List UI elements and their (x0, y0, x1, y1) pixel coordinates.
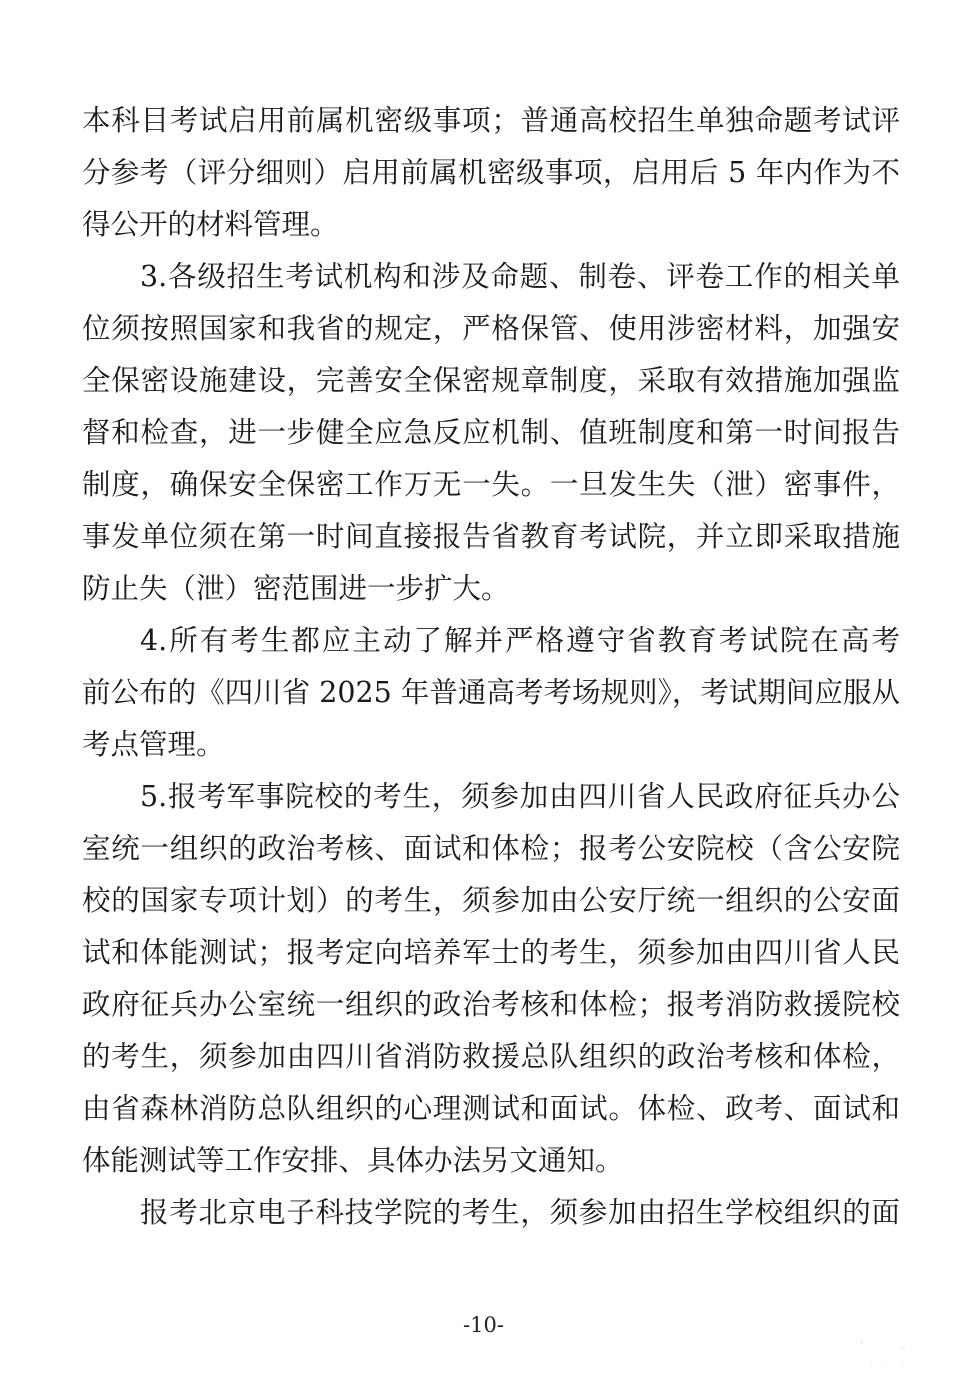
text-line: 位须按照国家和我省的规定，严格保管、使用涉密材料，加强安 (82, 312, 900, 345)
text-line: 政府征兵办公室统一组织的政治考核和体检；报考消防救援院校 (82, 988, 900, 1021)
watermark-logo (803, 1331, 953, 1375)
text-line: 分参考（评分细则）启用前属机密级事项，启用后 5 年内作为不 (82, 156, 900, 189)
text-line: 5.报考军事院校的考生，须参加由四川省人民政府征兵办公 (140, 780, 900, 813)
text-line: 室统一组织的政治考核、面试和体检；报考公安院校（含公安院 (82, 832, 900, 865)
text-line: 由省森林消防总队组织的心理测试和面试。体检、政考、面试和 (82, 1092, 900, 1125)
text-line: 事发单位须在第一时间直接报告省教育考试院，并立即采取措施 (82, 520, 900, 553)
text-line: 校的国家专项计划）的考生，须参加由公安厅统一组织的公安面 (82, 884, 900, 917)
text-line: 本科目考试启用前属机密级事项；普通高校招生单独命题考试评 (82, 104, 900, 137)
text-line: 试和体能测试；报考定向培养军士的考生，须参加由四川省人民 (82, 936, 900, 969)
svg-text:西秦会馆: 西秦会馆 (818, 1337, 938, 1372)
text-line: 前公布的《四川省 2025 年普通高考考场规则》，考试期间应服从 (82, 676, 900, 709)
text-line: 3.各级招生考试机构和涉及命题、制卷、评卷工作的相关单 (140, 260, 900, 293)
text-line: 得公开的材料管理。 (82, 208, 339, 241)
text-line: 报考北京电子科技学院的考生，须参加由招生学校组织的面 (140, 1196, 900, 1229)
text-line: 督和检查，进一步健全应急反应机制、值班制度和第一时间报告 (82, 416, 900, 449)
text-line: 的考生，须参加由四川省消防救援总队组织的政治考核和体检， (82, 1040, 900, 1073)
text-line: 制度，确保安全保密工作万无一失。一旦发生失（泄）密事件， (82, 468, 900, 501)
text-line: 4.所有考生都应主动了解并严格遵守省教育考试院在高考 (140, 624, 900, 657)
text-line: 防止失（泄）密范围进一步扩大。 (82, 572, 510, 605)
text-line: 体能测试等工作安排、具体办法另文通知。 (82, 1144, 624, 1177)
page-number: -10- (463, 1313, 504, 1337)
text-line: 考点管理。 (82, 728, 225, 761)
text-line: 全保密设施建设，完善安全保密规章制度，采取有效措施加强监 (82, 364, 900, 397)
